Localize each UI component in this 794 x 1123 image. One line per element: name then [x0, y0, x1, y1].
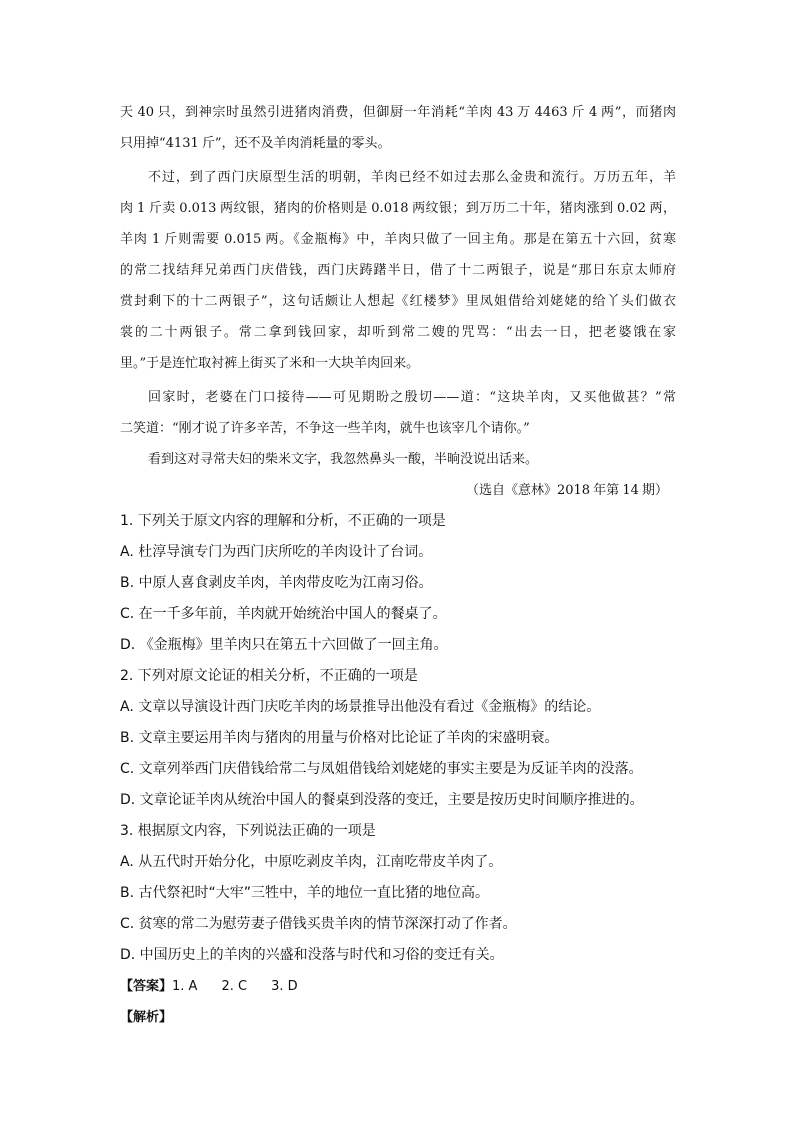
passage-line: 羊肉 1 斤则需要 0.015 两。《金瓶梅》中，羊肉只做了一回主角。那是在第五十六回，贫寒: [120, 232, 676, 247]
reading-passage: [120, 97, 676, 506]
passage-paragraph: [120, 382, 676, 444]
answer-item: 1. A: [172, 979, 198, 994]
passage-source: （选自《意林》2018 年第 14 期）: [465, 483, 668, 498]
question-option: D. 《金瓶梅》里羊肉只在第五十六回做了一回主角。: [120, 637, 448, 653]
question-option: D. 中国历史上的羊肉的兴盛和没落与时代和习俗的变迁有关。: [120, 947, 504, 963]
passage-line: 肉 1 斤卖 0.013 两纹银，猪肉的价格则是 0.018 两纹银；到万历二十年，猪肉涨到 0.02 两，: [120, 201, 676, 216]
analysis-label: 【解析】: [120, 1010, 173, 1025]
answer-item: 2. C: [221, 979, 248, 994]
question-option: A. 杜淳导演专门为西门庆所吃的羊肉设计了台词。: [120, 544, 433, 560]
passage-line: 二笑道：“刚才说了许多辛苦，不争这一些羊肉，就牛也该宰几个请你。”: [120, 421, 530, 436]
question-option: C. 贫寒的常二为慰劳妻子借钱买贵羊肉的情节深深打动了作者。: [120, 916, 517, 932]
passage-line: 里。”于是连忙取衬裤上街买了米和一大块羊肉回来。: [120, 356, 420, 371]
analysis-line: [120, 1002, 676, 1033]
question-option: B. 古代祭祀时“大牢”三牲中，羊的地位一直比猪的地位高。: [120, 885, 490, 901]
answer-label: 【答案】: [120, 979, 173, 994]
question-option: B. 文章主要运用羊肉与猪肉的用量与价格对比论证了羊肉的宋盛明衰。: [120, 730, 559, 746]
question-stem: 1. 下列关于原文内容的理解和分析，不正确的一项是: [120, 513, 446, 529]
question-stem: 3. 根据原文内容，下列说法正确的一项是: [120, 823, 376, 839]
passage-line: 天 40 只，到神宗时虽然引进猪肉消费，但御厨一年消耗“羊肉 43 万 4463 斤 4 两”，而猪肉: [120, 105, 676, 120]
passage-line: 的常二找结拜兄弟西门庆借钱，西门庆踌躇半日，借了十二两银子，说是“那日东京太师府: [120, 263, 676, 278]
passage-paragraph: [120, 162, 676, 379]
passage-line: 裳的二十两银子。常二拿到钱回家，却听到常二嫂的咒骂：“出去一日，把老婆饿在家: [120, 325, 676, 340]
passage-paragraph: [120, 97, 676, 159]
question-stem: 2. 下列对原文论证的相关分析，不正确的一项是: [120, 668, 418, 684]
question-option: C. 在一千多年前，羊肉就开始统治中国人的餐桌了。: [120, 606, 447, 622]
question-option: B. 中原人喜食剥皮羊肉，羊肉带皮吃为江南习俗。: [120, 575, 433, 591]
passage-line: 只用掉“4131 斤”，还不及羊肉消耗量的零头。: [120, 136, 391, 151]
question-option: C. 文章列举西门庆借钱给常二与凤姐借钱给刘姥姥的事实主要是为反证羊肉的没落。: [120, 761, 643, 777]
passage-line: 不过，到了西门庆原型生活的明朝，羊肉已经不如过去那么金贵和流行。万历五年，羊: [148, 170, 676, 185]
answer-line: [120, 971, 676, 1002]
question-section: [120, 506, 676, 1033]
passage-paragraph: [120, 444, 676, 475]
passage-line: 看到这对寻常夫妇的柴米文字，我忽然鼻头一酸，半晌没说出话来。: [148, 452, 539, 467]
passage-line: 回家时，老婆在门口接待——可见期盼之殷切——道：“这块羊肉，又买他做甚？”常: [148, 390, 676, 405]
question-option: A. 从五代时开始分化，中原吃剥皮羊肉，江南吃带皮羊肉了。: [120, 854, 503, 870]
answer-item: 3. D: [271, 979, 298, 994]
passage-line: 赏封剩下的十二两银子”，这句话颇让人想起《红楼梦》里凤姐借给刘姥姥的给丫头们做衣: [120, 294, 676, 309]
question-option: D. 文章论证羊肉从统治中国人的餐桌到没落的变迁，主要是按历史时间顺序推进的。: [120, 792, 644, 808]
question-option: A. 文章以导演设计西门庆吃羊肉的场景推导出他没有看过《金瓶梅》的结论。: [120, 699, 601, 715]
